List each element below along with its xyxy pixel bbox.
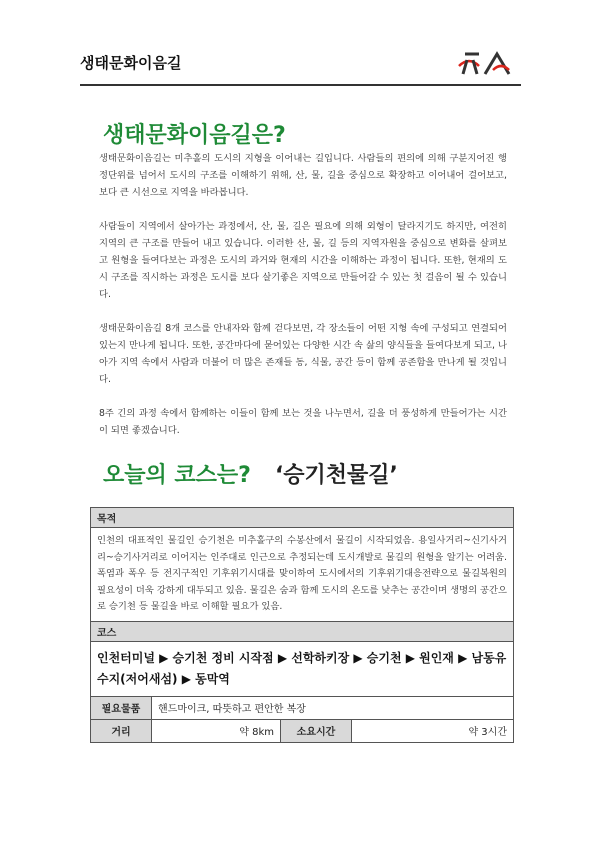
header-title: 생태문화이음길: [80, 54, 182, 72]
items-value: 핸드마이크, 따뜻하고 편안한 복장: [152, 696, 514, 719]
header-divider: [80, 84, 521, 86]
intro-paragraph: 8주 긴의 과정 속에서 함께하는 이들이 함께 보는 것을 나누면서, 길을 더 풍성하게 만들어가는 시간이 되면 좋겠습니다.: [99, 408, 507, 436]
intro-paragraph: 사람들이 지역에서 살아가는 과정에서, 산, 물, 길은 필요에 의해 외형이 달라지기도 하지만, 여전히 지역의 큰 구조를 만들어 내고 있습니다. 이러한 산, 물, 길 등의 지역자원을 중심으로 변화를 살펴보고 원형을 들여다보는 과정은 도시의 과거와 현재의 시간을 이해하는 과정이 됩니다. 또한, 현재의 도시 구조를 직시하는 과정은 도시를 보다 살기좋은 지역으로 만들어갈 수 있는 첫 걸음이 될 수 있습니다.: [99, 221, 507, 300]
time-label: 소요시간: [281, 719, 352, 742]
course-name: ‘승기천물길’: [274, 463, 398, 488]
intro-paragraph: 생태문화이음길는 미추홀의 도시의 지형을 이어내는 길입니다. 사람들의 편의에 의해 구분지어진 행정단위를 넘어서 도시의 구조를 이해하기 위해, 산, 물, 길을 중심으로 확장하고 이어내어 걸어보고, 보다 큰 시선으로 지역을 바라봅니다.: [99, 153, 507, 198]
course-heading: 오늘의 코스는?: [103, 463, 251, 488]
route-text: 인천터미널 ▶ 승기천 정비 시작점 ▶ 선학하키장 ▶ 승기천 ▶ 원인재 ▶ 남동유수지(저어새섬) ▶ 동막역: [91, 641, 514, 696]
purpose-label: 목적: [91, 508, 514, 528]
distance-label: 거리: [91, 719, 152, 742]
intro-paragraph: 생태문화이음길 8개 코스를 안내자와 함께 걷다보면, 각 장소들이 어떤 지형 속에 구성되고 연결되어 있는지 만나게 됩니다. 또한, 공간마다에 묻어있는 다양한 시간 속 삶의 양식들을 들여다보게 되고, 나아가 지역 속에서 사람과 더불어 더 많은 존재들 동, 식물, 공간 등이 함께 공존함을 만나게 될 것입니다.: [99, 323, 507, 385]
course-title: [103, 458, 398, 489]
purpose-text: 인천의 대표적인 물길인 승기천은 미추홀구의 수봉산에서 물길이 시작되었음. 용일사거리~신기사거리~승기사거리로 이어지는 인주대로 인근으로 추정되는데 도시개발로 물길의 원형을 알기는 어려움. 폭염과 폭우 등 전지구적인 기후위기시대를 맞이하여 도시에서의 기후위기대응전략으로 물길복원의 필요성이 더욱 강하게 대두되고 있음. 물길은 숨과 함께 도시의 온도를 낮추는 공간이며 생명의 공간으로 승기천 등 물길을 바로 이해할 필요가 있음.: [91, 528, 514, 622]
items-label: 필요물품: [91, 696, 152, 719]
intro-title: 생태문화이음길은?: [103, 123, 286, 148]
course-info-table: [90, 507, 514, 743]
distance-value: 약 8km: [152, 719, 281, 742]
time-value: 약 3시간: [352, 719, 514, 742]
organization-logo: [455, 46, 515, 76]
route-label: 코스: [91, 621, 514, 641]
intro-body: [99, 150, 507, 456]
